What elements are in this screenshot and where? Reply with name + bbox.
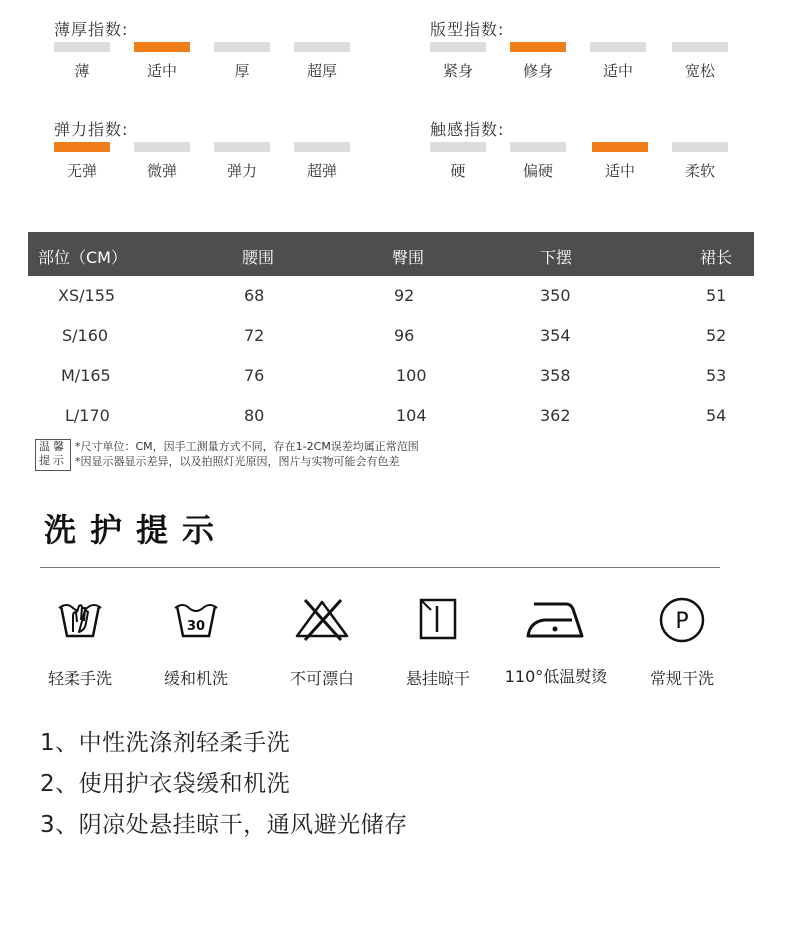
- thickness-index: [54, 17, 337, 80]
- index-bar: [134, 42, 190, 52]
- machine-wash-30-icon: [171, 596, 221, 642]
- table-cell: 354: [540, 326, 571, 345]
- table-header-cell: 臀围: [392, 248, 425, 267]
- index-option-label: 薄: [74, 62, 90, 80]
- index-option: [510, 142, 566, 181]
- index-bar: [214, 42, 270, 52]
- care-instruction: 3、阴凉处悬挂晾干，通风避光储存: [40, 812, 408, 838]
- index-bar: [430, 42, 486, 52]
- table-row: [28, 396, 754, 436]
- index-option: [134, 42, 190, 81]
- table-cell: L/170: [65, 406, 110, 425]
- index-option-label: 柔软: [684, 162, 715, 180]
- index-option: [54, 42, 110, 81]
- index-bar: [672, 142, 728, 152]
- index-bar: [54, 142, 110, 152]
- index-bar: [510, 42, 566, 52]
- table-header-cell: 部位（CM）: [38, 248, 127, 267]
- care-item: [378, 596, 498, 689]
- table-cell: 53: [706, 366, 727, 385]
- index-bar: [214, 142, 270, 152]
- index-option-label: 偏硬: [522, 162, 553, 180]
- index-option-label: 弹力: [226, 162, 257, 180]
- hang-dry-icon: [415, 596, 461, 642]
- table-cell: 54: [706, 406, 727, 425]
- care-item: [20, 596, 140, 689]
- wash-temp-label: 30: [186, 619, 206, 634]
- index-option-label: 微弹: [146, 162, 177, 180]
- index-option: [54, 142, 110, 181]
- table-cell: 362: [540, 406, 571, 425]
- table-row: [28, 276, 754, 316]
- index-option-label: 厚: [234, 62, 250, 80]
- index-option: [590, 42, 646, 81]
- index-option: [294, 42, 350, 81]
- index-title: 薄厚指数:: [54, 20, 129, 39]
- table-cell: S/160: [62, 326, 109, 345]
- index-title: 触感指数:: [430, 120, 505, 139]
- table-row: [28, 316, 754, 356]
- index-title: 弹力指数:: [54, 120, 129, 139]
- care-instruction: 2、使用护衣袋缓和机洗: [40, 771, 291, 797]
- index-bar: [510, 142, 566, 152]
- index-option: [214, 42, 270, 81]
- index-bar: [592, 142, 648, 152]
- hand-wash-icon: [55, 596, 105, 642]
- table-cell: XS/155: [58, 286, 116, 305]
- index-option-label: 适中: [146, 62, 177, 80]
- touch-index: [430, 117, 715, 180]
- tips-line: *尺寸单位：CM，因手工测量方式不同，存在1-2CM误差均属正常范围: [75, 440, 419, 453]
- index-option: [134, 142, 190, 181]
- index-option-label: 修身: [522, 62, 553, 80]
- index-option: [510, 42, 566, 81]
- index-option: [672, 142, 728, 181]
- iron-icon: [524, 596, 588, 642]
- index-option-label: 适中: [602, 62, 633, 80]
- table-cell: 76: [244, 366, 265, 385]
- fit-index: [430, 17, 715, 80]
- care-label: 缓和机洗: [163, 669, 228, 688]
- table-cell: 72: [244, 326, 265, 345]
- index-bar: [294, 142, 350, 152]
- index-bar: [54, 42, 110, 52]
- index-option: [430, 142, 486, 181]
- index-option-label: 无弹: [66, 162, 97, 180]
- tips-badge-line: 提示: [39, 454, 67, 467]
- table-header-cell: 腰围: [242, 248, 275, 267]
- index-option: [294, 142, 350, 181]
- table-cell: 68: [244, 286, 265, 305]
- table-cell: 92: [394, 286, 415, 305]
- table-header: [28, 232, 754, 276]
- index-bar: [134, 142, 190, 152]
- dry-clean-p-icon: [657, 596, 707, 646]
- table-cell: 52: [706, 326, 727, 345]
- index-option-label: 适中: [604, 162, 635, 180]
- table-cell: 104: [396, 406, 427, 425]
- tips-line: *因显示器显示差异，以及拍照灯光原因，图片与实物可能会有色差: [75, 455, 400, 468]
- table-row: [28, 356, 754, 396]
- table-cell: M/165: [61, 366, 111, 385]
- index-bar: [672, 42, 728, 52]
- table-cell: 100: [396, 366, 427, 385]
- care-label: 悬挂晾干: [405, 669, 470, 688]
- index-title: 版型指数:: [430, 20, 505, 39]
- index-option-label: 宽松: [684, 62, 715, 80]
- index-option: [672, 42, 728, 81]
- table-cell: 51: [706, 286, 727, 305]
- index-option: [592, 142, 648, 181]
- care-item: [136, 596, 256, 689]
- table-header-cell: 裙长: [700, 248, 733, 267]
- wash-section-title: 洗护提示: [44, 511, 229, 549]
- care-label: 不可漂白: [289, 669, 354, 688]
- index-bar: [590, 42, 646, 52]
- index-option: [214, 142, 270, 181]
- care-label: 轻柔手洗: [47, 669, 112, 688]
- table-cell: 358: [540, 366, 571, 385]
- care-item: [496, 596, 616, 687]
- index-option: [430, 42, 486, 81]
- index-option-label: 超厚: [306, 62, 337, 80]
- divider: [40, 567, 720, 568]
- care-instruction: 1、中性洗涤剂轻柔手洗: [40, 730, 291, 756]
- dry-clean-letter: P: [675, 609, 689, 634]
- care-item: [262, 596, 382, 689]
- index-option-label: 硬: [450, 162, 466, 180]
- care-label: 110°低温熨烫: [504, 667, 608, 686]
- no-bleach-icon: [291, 596, 353, 642]
- size-table: [28, 232, 754, 436]
- tips-badge: [35, 439, 71, 471]
- index-option-label: 紧身: [442, 62, 473, 80]
- index-bar: [294, 42, 350, 52]
- table-cell: 350: [540, 286, 571, 305]
- care-item: [622, 596, 742, 689]
- table-cell: 96: [394, 326, 415, 345]
- index-bar: [430, 142, 486, 152]
- care-label: 常规干洗: [649, 669, 714, 688]
- tips-text: [75, 439, 419, 469]
- tips-badge-line: 温馨: [39, 440, 67, 453]
- table-cell: 80: [244, 406, 265, 425]
- table-header-cell: 下摆: [540, 248, 573, 267]
- elasticity-index: [54, 117, 337, 180]
- index-option-label: 超弹: [306, 162, 337, 180]
